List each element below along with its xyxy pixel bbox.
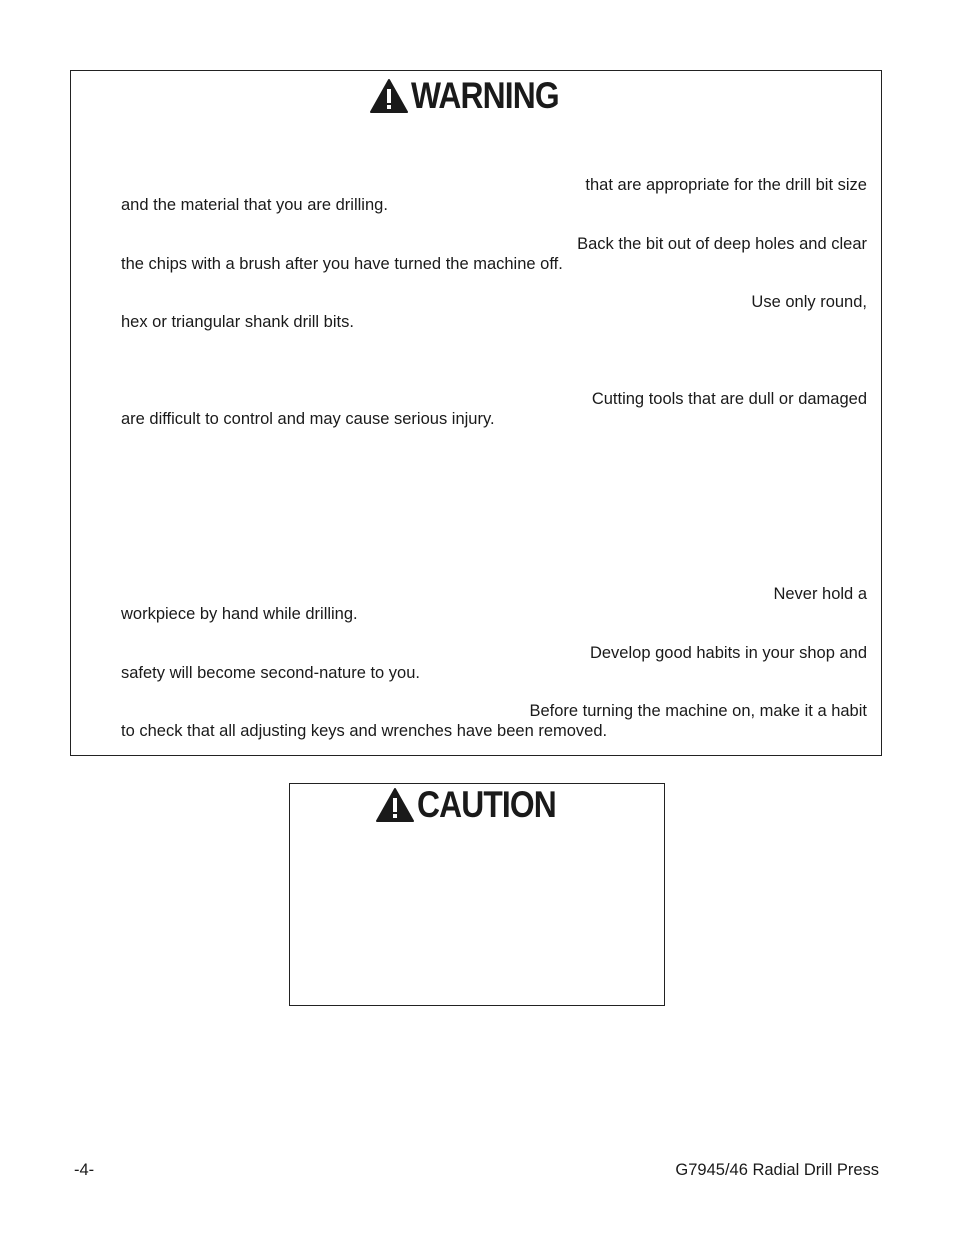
document-title: G7945/46 Radial Drill Press [675, 1161, 879, 1179]
warning-item-line1: Develop good habits in your shop and [589, 644, 867, 662]
warning-item [121, 293, 867, 332]
warning-item [121, 702, 867, 741]
warning-heading [71, 77, 881, 114]
warning-item-line1: Back the bit out of deep holes and clear [577, 235, 867, 253]
caution-title: CAUTION [417, 784, 557, 825]
warning-item [121, 235, 867, 274]
warning-item [121, 176, 867, 215]
warning-item [121, 585, 867, 624]
warning-title: WARNING [411, 75, 559, 116]
warning-item-line2: to check that all adjusting keys and wrenches have been removed. [121, 721, 608, 740]
caution-box [289, 783, 665, 1006]
warning-item [121, 390, 867, 429]
warning-item-line1: Never hold a [773, 585, 867, 603]
warning-triangle-icon [375, 787, 415, 823]
page-number: -4- [74, 1161, 95, 1179]
warning-item [121, 644, 867, 683]
warning-item-line1: Use only round, [751, 293, 867, 311]
warning-item-line1: Before turning the machine on, make it a habit [529, 702, 867, 720]
warning-triangle-icon [369, 78, 409, 114]
warning-box [70, 70, 882, 756]
warning-item-line2: the chips with a brush after you have turned the machine off. [121, 254, 563, 273]
warning-item-line1: that are appropriate for the drill bit size [585, 176, 867, 194]
caution-heading [290, 786, 664, 823]
warning-item-line1: Cutting tools that are dull or damaged [591, 390, 867, 408]
warning-item-line2: hex or triangular shank drill bits. [121, 312, 354, 331]
warning-item-line2: safety will become second-nature to you. [121, 663, 420, 682]
warning-item-line2: workpiece by hand while drilling. [121, 604, 358, 623]
warning-item-line2: are difficult to control and may cause serious injury. [121, 409, 495, 428]
warning-item-line2: and the material that you are drilling. [121, 195, 388, 214]
